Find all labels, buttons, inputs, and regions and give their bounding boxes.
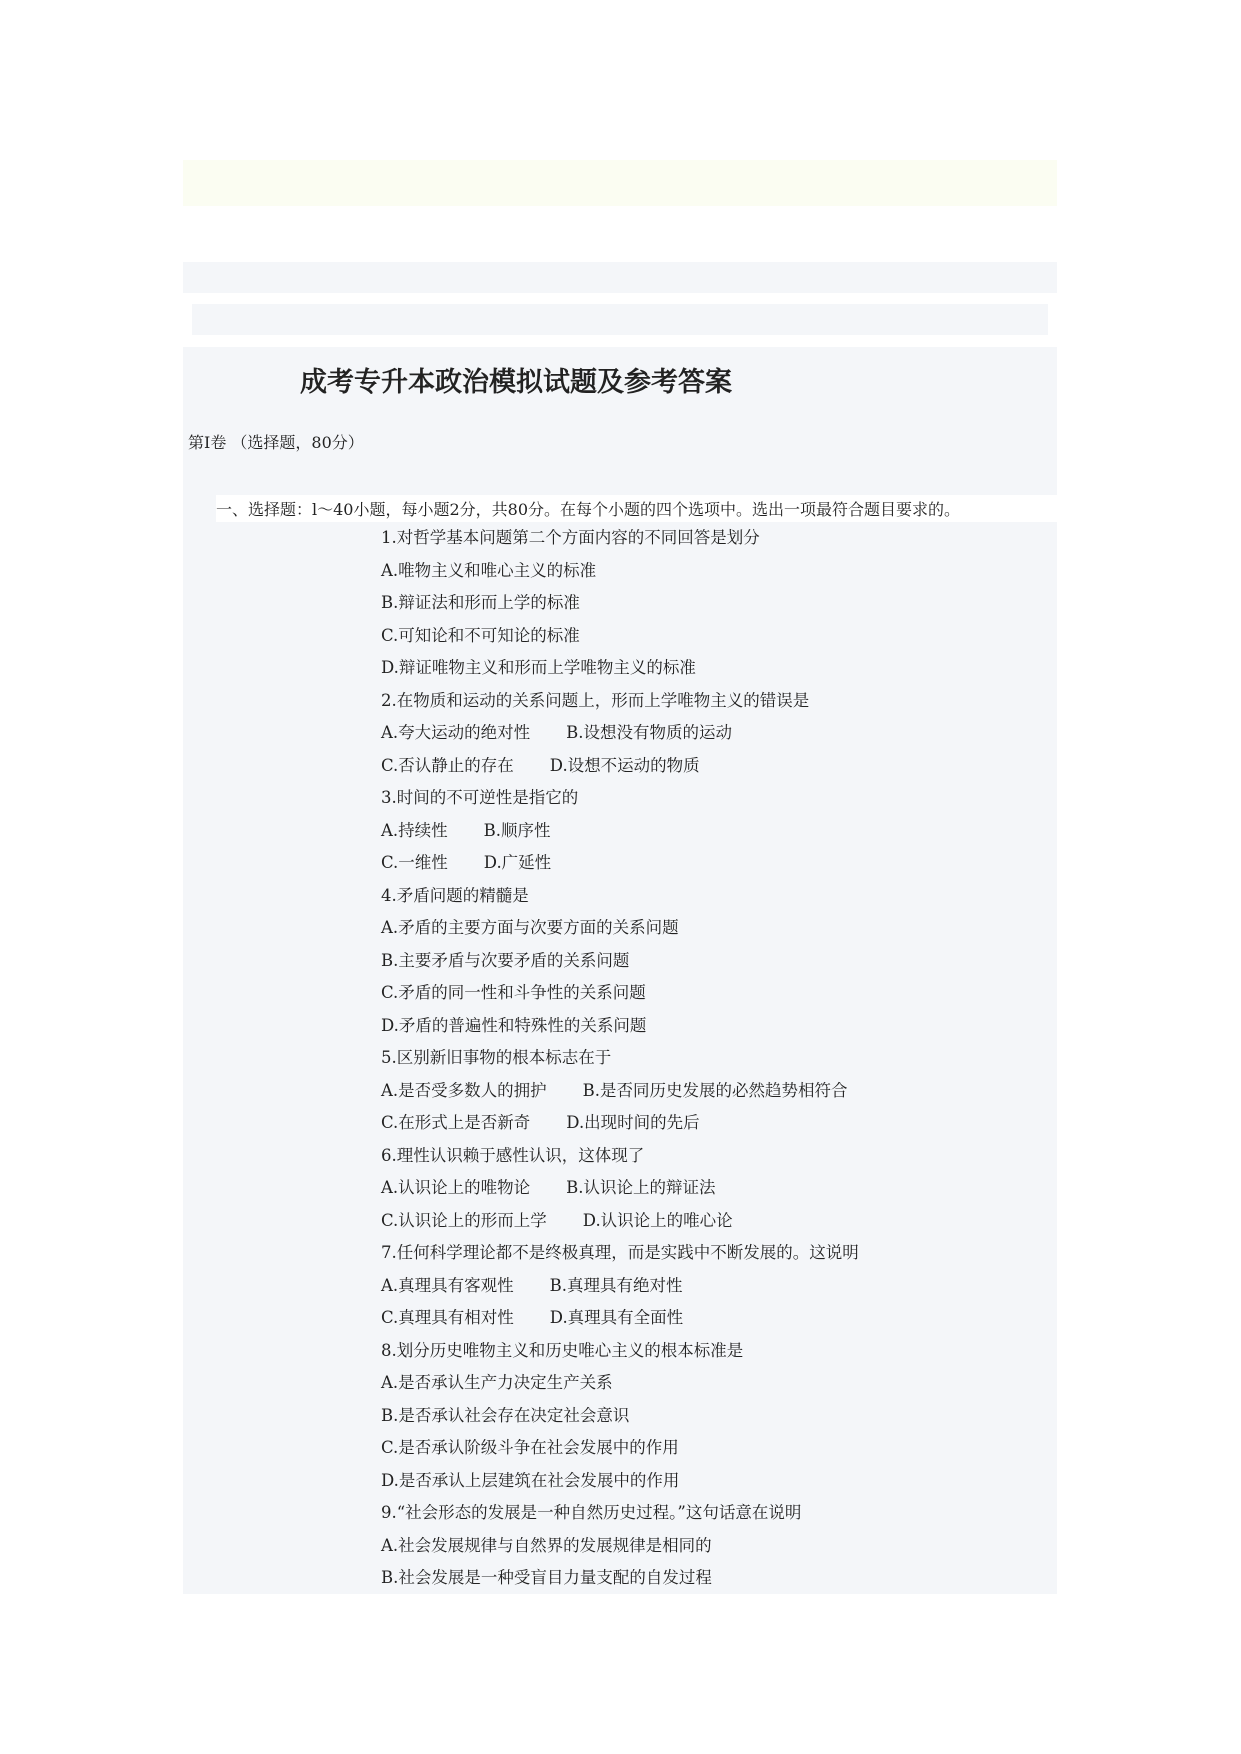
- answer-option: D.辩证唯物主义和形而上学唯物主义的标准: [381, 658, 696, 677]
- answer-option: B.辩证法和形而上学的标准: [381, 593, 580, 612]
- answer-option: A.持续性: [381, 820, 448, 840]
- question-text: 5.区别新旧事物的根本标志在于: [381, 1048, 612, 1067]
- answer-option-row: [381, 555, 859, 588]
- answer-option: D.真理具有全面性: [549, 1308, 684, 1327]
- answer-option-row: [381, 847, 859, 880]
- question-stem: [381, 1237, 859, 1270]
- blank-band: [183, 262, 1057, 293]
- answer-option-row: [381, 620, 859, 653]
- header-band: [183, 160, 1057, 206]
- question-text: 4.矛盾问题的精髓是: [381, 885, 529, 905]
- answer-option: C.在形式上是否新奇: [381, 1113, 531, 1132]
- question-list: [381, 522, 859, 1595]
- answer-option: B.是否承认社会存在决定社会意识: [381, 1405, 630, 1425]
- answer-option-row: [381, 652, 859, 685]
- answer-option: A.矛盾的主要方面与次要方面的关系问题: [381, 918, 679, 937]
- question-stem: [381, 685, 859, 718]
- question-text: 3.时间的不可逆性是指它的: [381, 788, 579, 807]
- answer-option-row: [381, 1530, 859, 1563]
- question-stem: [381, 522, 859, 555]
- answer-option: C.一维性: [381, 853, 448, 872]
- answer-option: B.主要矛盾与次要矛盾的关系问题: [381, 950, 630, 970]
- answer-option-row: [381, 977, 859, 1010]
- question-stem: [381, 880, 859, 913]
- section-instructions: 一、选择题：l～40小题，每小题2分，共80分。在每个小题的四个选项中。选出一项最符合题目要求的。: [216, 495, 1067, 522]
- answer-option-row: [381, 1270, 859, 1303]
- answer-option: C.是否承认阶级斗争在社会发展中的作用: [381, 1438, 679, 1457]
- answer-option: B.设想没有物质的运动: [566, 723, 733, 742]
- answer-option-row: [381, 1432, 859, 1465]
- answer-option: D.认识论上的唯心论: [582, 1210, 733, 1230]
- answer-option: A.认识论上的唯物论: [381, 1178, 531, 1197]
- answer-option: B.顺序性: [483, 820, 551, 840]
- answer-option-row: [381, 1302, 859, 1335]
- answer-option: A.社会发展规律与自然界的发展规律是相同的: [381, 1535, 712, 1555]
- answer-option: A.唯物主义和唯心主义的标准: [381, 560, 597, 580]
- answer-option: C.矛盾的同一性和斗争性的关系问题: [381, 983, 646, 1002]
- answer-option-row: [381, 1465, 859, 1498]
- question-text: 2.在物质和运动的关系问题上，形而上学唯物主义的错误是: [381, 690, 810, 710]
- answer-option-row: [381, 912, 859, 945]
- question-stem: [381, 782, 859, 815]
- answer-option: B.社会发展是一种受盲目力量支配的自发过程: [381, 1568, 712, 1587]
- question-text: 9.“社会形态的发展是一种自然历史过程。”这句话意在说明: [381, 1503, 802, 1522]
- answer-option: D.是否承认上层建筑在社会发展中的作用: [381, 1470, 680, 1490]
- question-stem: [381, 1497, 859, 1530]
- answer-option-row: [381, 1075, 859, 1108]
- answer-option: D.广延性: [483, 853, 552, 872]
- answer-option-row: [381, 1562, 859, 1595]
- answer-option-row: [381, 945, 859, 978]
- question-stem: [381, 1042, 859, 1075]
- question-text: 1.对哲学基本问题第二个方面内容的不同回答是划分: [381, 528, 760, 547]
- answer-option-row: [381, 1205, 859, 1238]
- answer-option-row: [381, 1010, 859, 1043]
- answer-option-row: [381, 750, 859, 783]
- question-text: 8.划分历史唯物主义和历史唯心主义的根本标准是: [381, 1340, 744, 1360]
- question-text: 7.任何科学理论都不是终极真理，而是实践中不断发展的。这说明: [381, 1243, 859, 1262]
- answer-option-row: [381, 1172, 859, 1205]
- answer-option: A.是否受多数人的拥护: [381, 1080, 547, 1100]
- answer-option: A.是否承认生产力决定生产关系: [381, 1373, 613, 1392]
- answer-option: C.认识论上的形而上学: [381, 1210, 547, 1230]
- answer-option: D.出现时间的先后: [566, 1113, 700, 1132]
- answer-option-row: [381, 1107, 859, 1140]
- answer-option: C.可知论和不可知论的标准: [381, 625, 580, 645]
- page-title: 成考专升本政治模拟试题及参考答案: [300, 367, 732, 398]
- question-text: 6.理性认识赖于感性认识，这体现了: [381, 1145, 645, 1165]
- answer-option: A.真理具有客观性: [381, 1275, 514, 1295]
- answer-option: D.矛盾的普遍性和特殊性的关系问题: [381, 1015, 647, 1035]
- blank-band: [192, 304, 1048, 335]
- answer-option: C.否认静止的存在: [381, 755, 514, 775]
- answer-option: B.真理具有绝对性: [549, 1275, 683, 1295]
- question-stem: [381, 1335, 859, 1368]
- volume-heading: 第Ⅰ卷 （选择题，80分）: [188, 433, 364, 452]
- answer-option-row: [381, 1367, 859, 1400]
- answer-option: C.真理具有相对性: [381, 1308, 514, 1327]
- answer-option-row: [381, 587, 859, 620]
- answer-option: B.认识论上的辩证法: [566, 1178, 716, 1197]
- answer-option: D.设想不运动的物质: [549, 755, 700, 775]
- answer-option: A.夸大运动的绝对性: [381, 723, 531, 742]
- answer-option-row: [381, 1400, 859, 1433]
- question-stem: [381, 1140, 859, 1173]
- answer-option-row: [381, 815, 859, 848]
- answer-option-row: [381, 717, 859, 750]
- answer-option: B.是否同历史发展的必然趋势相符合: [582, 1080, 848, 1100]
